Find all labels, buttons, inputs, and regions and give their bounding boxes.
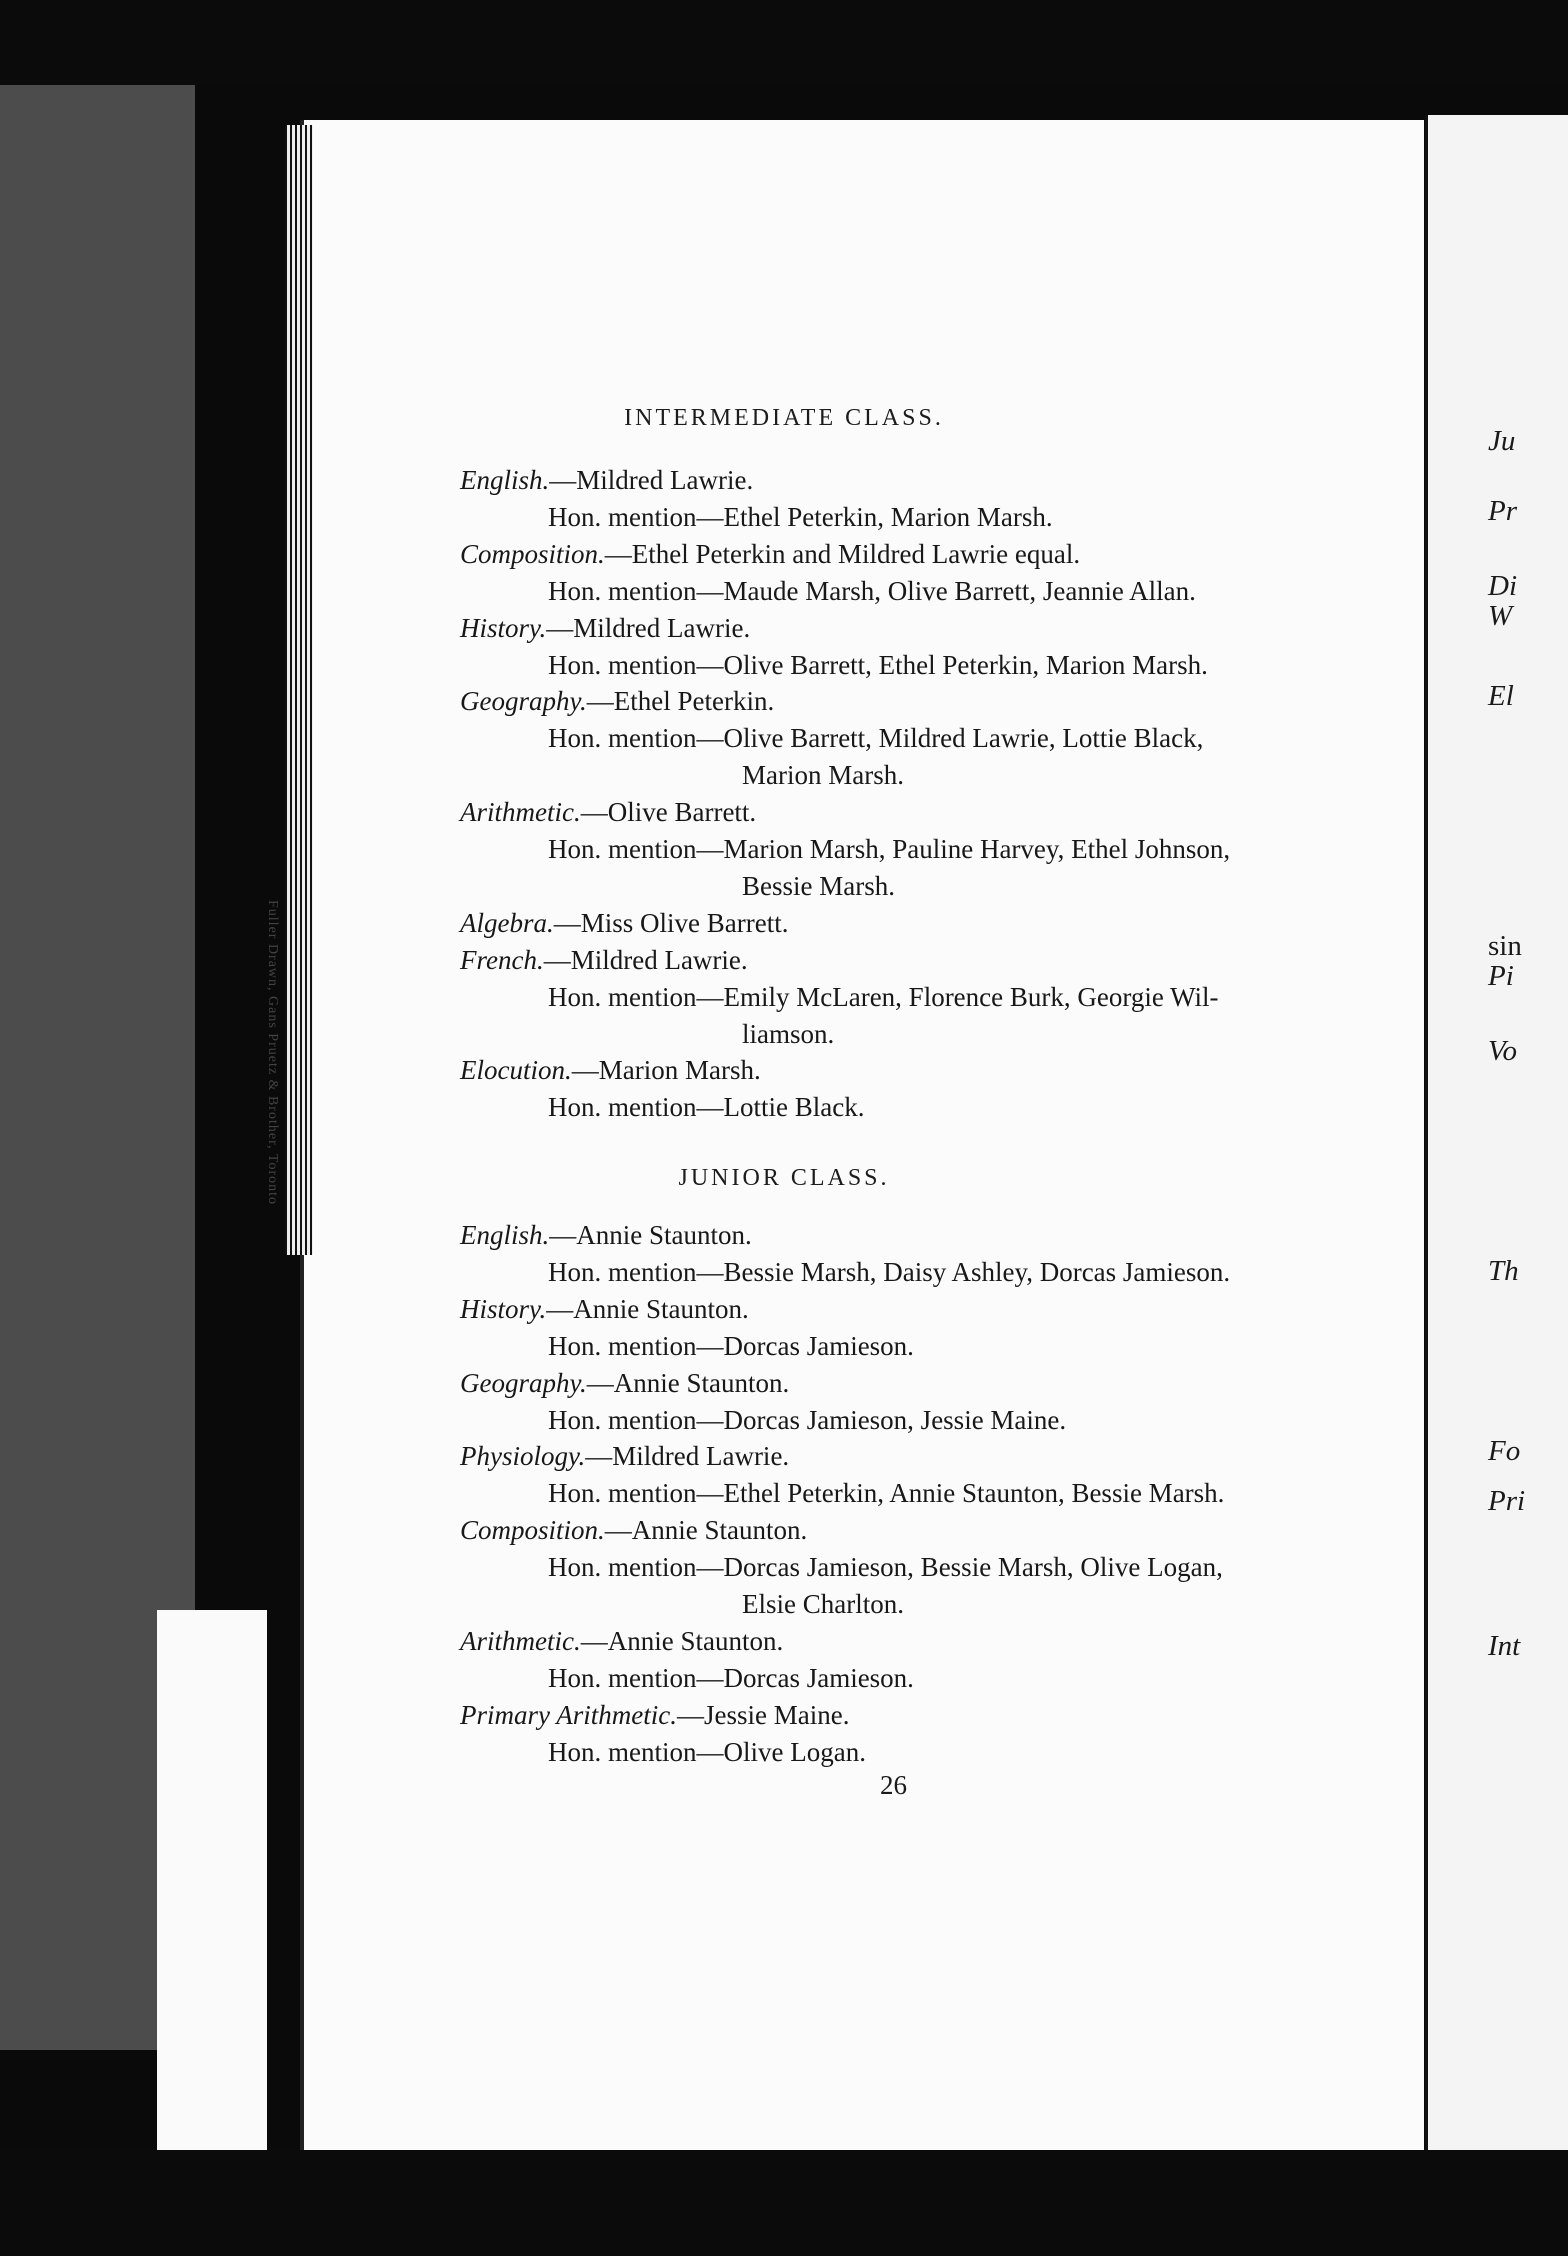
award-entry	[460, 906, 788, 940]
honorable-mention: Elsie Charlton.	[742, 1589, 904, 1619]
winner-name: —Jessie Maine.	[676, 1699, 850, 1730]
subject-label: Algebra.	[460, 907, 554, 938]
honorable-mention: Hon. mention—Ethel Peterkin, Marion Marsh.	[548, 501, 1053, 532]
adjacent-page-fragment: Pr	[1488, 495, 1517, 527]
winner-name: —Annie Staunton.	[549, 1220, 752, 1250]
winner-name: —Annie Staunton.	[580, 1625, 784, 1656]
adjacent-page-fragment: Int	[1488, 1630, 1521, 1662]
honorable-mention: Hon. mention—Bessie Marsh, Daisy Ashley, Dorcas Jamieson.	[548, 1256, 1231, 1287]
adjacent-page-fragment: Ju	[1488, 425, 1516, 457]
section-heading: JUNIOR CLASS.	[678, 1165, 890, 1191]
winner-name: —Olive Barrett.	[580, 797, 757, 828]
spine-imprint: Fuller Drawn, Gans Pruetz & Brother, Toronto	[265, 900, 280, 1206]
adjacent-page-fragment: Th	[1488, 1255, 1519, 1287]
award-entry	[460, 943, 748, 977]
subject-label: Primary Arithmetic.	[460, 1699, 677, 1730]
adjacent-page-fragment: Vo	[1488, 1035, 1517, 1067]
winner-name: —Annie Staunton.	[604, 1515, 808, 1546]
honorable-mention: Hon. mention—Lottie Black.	[548, 1092, 865, 1123]
award-entry	[460, 1698, 849, 1732]
honorable-mention: Hon. mention—Emily McLaren, Florence Burk, Georgie Wil-	[548, 981, 1219, 1012]
honorable-mention: Hon. mention—Ethel Peterkin, Annie Staunton, Bessie Marsh.	[548, 1478, 1225, 1509]
subject-label: Arithmetic.	[460, 1625, 581, 1656]
subject-label: English.	[460, 465, 550, 495]
subject-label: Geography.	[460, 1367, 587, 1398]
adjacent-page-fragment: sin	[1488, 930, 1522, 962]
award-entry	[460, 1366, 789, 1400]
award-entry	[460, 611, 750, 645]
honorable-mention: Hon. mention—Marion Marsh, Pauline Harvey, Ethel Johnson,	[548, 834, 1231, 864]
adjacent-page-fragment: Di	[1488, 570, 1517, 602]
honorable-mention: Bessie Marsh.	[742, 870, 895, 901]
winner-name: —Mildred Lawrie.	[543, 944, 748, 975]
adjacent-page-fragment: Pri	[1488, 1485, 1526, 1517]
award-entry	[460, 1292, 749, 1326]
subject-label: Physiology.	[460, 1441, 586, 1472]
honorable-mention: Hon. mention—Olive Logan.	[548, 1736, 866, 1767]
winner-name: —Mildred Lawrie.	[585, 1441, 790, 1472]
honorable-mention: Hon. mention—Dorcas Jamieson, Bessie Marsh, Olive Logan,	[548, 1552, 1223, 1583]
honorable-mention: Hon. mention—Dorcas Jamieson.	[548, 1662, 914, 1693]
honorable-mention: Hon. mention—Dorcas Jamieson, Jessie Maine.	[548, 1404, 1067, 1435]
award-entry	[460, 795, 756, 829]
winner-name: —Mildred Lawrie.	[546, 612, 751, 643]
award-entry	[460, 463, 753, 497]
award-entry	[460, 1624, 783, 1658]
subject-label: English.	[460, 1220, 550, 1250]
winner-name: —Annie Staunton.	[586, 1367, 790, 1398]
subject-label: French.	[460, 944, 544, 975]
winner-name: —Ethel Peterkin.	[586, 686, 775, 717]
award-entry	[460, 1218, 752, 1252]
adjacent-page-fragment: Fo	[1488, 1435, 1521, 1467]
subject-label: History.	[460, 612, 547, 643]
section-heading: INTERMEDIATE CLASS.	[624, 405, 944, 431]
honorable-mention: Hon. mention—Olive Barrett, Mildred Lawrie, Lottie Black,	[548, 723, 1204, 754]
adjacent-page-fragment: El	[1488, 680, 1514, 712]
subject-label: History.	[460, 1293, 547, 1324]
award-entry	[460, 684, 774, 718]
adjacent-page-fragment: Pi	[1488, 960, 1514, 992]
winner-name: —Mildred Lawrie.	[549, 465, 754, 495]
subject-label: Elocution.	[460, 1055, 572, 1086]
honorable-mention: Hon. mention—Maude Marsh, Olive Barrett, Jeannie Allan.	[548, 575, 1196, 606]
winner-name: —Marion Marsh.	[571, 1055, 761, 1086]
subject-label: Geography.	[460, 686, 587, 717]
subject-label: Arithmetic.	[460, 797, 581, 828]
award-entry	[460, 537, 1080, 571]
award-entry	[460, 1053, 761, 1087]
award-entry	[460, 1439, 789, 1473]
honorable-mention: Hon. mention—Dorcas Jamieson.	[548, 1330, 914, 1361]
honorable-mention: Marion Marsh.	[742, 760, 904, 791]
winner-name: —Ethel Peterkin and Mildred Lawrie equal.	[604, 538, 1081, 569]
winner-name: —Annie Staunton.	[546, 1293, 749, 1324]
award-entry	[460, 1513, 807, 1547]
subject-label: Composition.	[460, 538, 605, 569]
honorable-mention: Hon. mention—Olive Barrett, Ethel Peterkin, Marion Marsh.	[548, 649, 1208, 680]
adjacent-page-fragment: W	[1488, 600, 1513, 632]
honorable-mention: liamson.	[742, 1018, 835, 1049]
subject-label: Composition.	[460, 1515, 605, 1546]
winner-name: —Miss Olive Barrett.	[553, 907, 789, 938]
page-number: 26	[880, 1770, 907, 1800]
